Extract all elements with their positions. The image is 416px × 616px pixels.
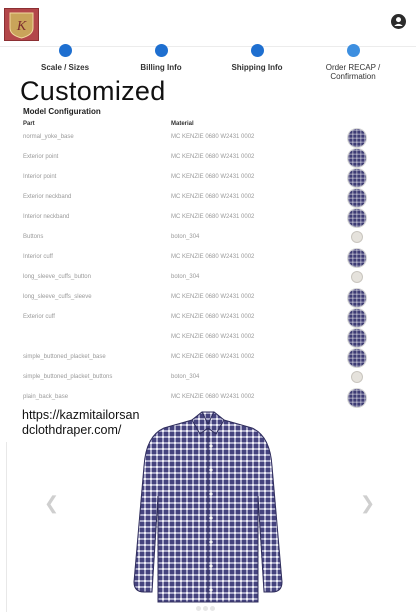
shirt-preview xyxy=(132,406,284,606)
svg-text:K: K xyxy=(16,19,27,34)
material-name: MC KENZIE 0680 W2431 0002 xyxy=(171,314,255,320)
fabric-swatch[interactable] xyxy=(348,149,366,167)
part-name: Interior cuff xyxy=(23,254,53,260)
brand-logo[interactable] xyxy=(4,8,39,41)
step-dot xyxy=(155,44,168,57)
chevron-right-icon[interactable]: ❯ xyxy=(360,493,376,513)
column-header-material: Material xyxy=(171,121,194,127)
fabric-swatch[interactable] xyxy=(348,329,366,347)
part-name: Interior neckband xyxy=(23,214,70,220)
fabric-swatch[interactable] xyxy=(348,129,366,147)
fabric-swatch[interactable] xyxy=(348,169,366,187)
table-row xyxy=(0,388,416,408)
part-name: long_sleeve_cuffs_button xyxy=(23,274,91,280)
material-name: MC KENZIE 0680 W2431 0002 xyxy=(171,154,255,160)
part-name: Interior point xyxy=(23,174,57,180)
material-name: MC KENZIE 0680 W2431 0002 xyxy=(171,134,255,140)
step-order-recap[interactable] xyxy=(303,44,403,81)
table-row xyxy=(0,248,416,268)
fabric-swatch[interactable] xyxy=(348,349,366,367)
step-label: Order RECAP / Confirmation xyxy=(325,63,381,81)
user-icon[interactable] xyxy=(391,14,406,29)
fabric-swatch[interactable] xyxy=(348,209,366,227)
step-shipping-info[interactable] xyxy=(207,44,307,72)
part-name: Exterior neckband xyxy=(23,194,72,200)
table-row xyxy=(0,168,416,188)
fabric-swatch[interactable] xyxy=(348,289,366,307)
part-name: long_sleeve_cuffs_sleeve xyxy=(23,294,92,300)
material-name: MC KENZIE 0680 W2431 0002 xyxy=(171,214,255,220)
fabric-swatch[interactable] xyxy=(348,249,366,267)
chevron-left-icon[interactable]: ❮ xyxy=(44,493,60,513)
table-row xyxy=(0,328,416,348)
fabric-swatch[interactable] xyxy=(348,189,366,207)
material-name: MC KENZIE 0680 W2431 0002 xyxy=(171,354,255,360)
step-label: Billing Info xyxy=(140,63,182,72)
watermark-url: https://kazmitailorsandclothdraper.com/ xyxy=(22,408,140,437)
table-row xyxy=(0,188,416,208)
table-row xyxy=(0,228,416,248)
table-row xyxy=(0,348,416,368)
step-dot xyxy=(347,44,360,57)
column-header-part: Part xyxy=(23,121,35,127)
pager-dot[interactable] xyxy=(210,606,215,611)
table-row xyxy=(0,308,416,328)
step-dot xyxy=(251,44,264,57)
step-dot xyxy=(59,44,72,57)
section-title: Model Configuration xyxy=(23,107,101,116)
button-swatch[interactable] xyxy=(352,232,362,242)
step-label: Shipping Info xyxy=(231,63,283,72)
material-name: MC KENZIE 0680 W2431 0002 xyxy=(171,254,255,260)
step-scale-sizes[interactable] xyxy=(15,44,115,72)
table-row xyxy=(0,368,416,388)
material-name: boton_304 xyxy=(171,374,200,380)
part-name: simple_buttoned_placket_base xyxy=(23,354,106,360)
material-name: boton_304 xyxy=(171,234,200,240)
part-name: Buttons xyxy=(23,234,44,240)
material-name: MC KENZIE 0680 W2431 0002 xyxy=(171,174,255,180)
button-swatch[interactable] xyxy=(352,272,362,282)
table-row xyxy=(0,148,416,168)
carousel-pager xyxy=(196,598,220,606)
pager-dot[interactable] xyxy=(196,606,201,611)
table-row xyxy=(0,208,416,228)
table-row xyxy=(0,128,416,148)
step-label: Scale / Sizes xyxy=(40,63,90,72)
page-title: Customized xyxy=(20,76,166,106)
table-row xyxy=(0,268,416,288)
button-swatch[interactable] xyxy=(352,372,362,382)
material-name: boton_304 xyxy=(171,274,200,280)
header xyxy=(0,0,416,46)
table-row xyxy=(0,288,416,308)
fabric-swatch[interactable] xyxy=(348,309,366,327)
part-name: Exterior cuff xyxy=(23,314,55,320)
pager-dot[interactable] xyxy=(203,606,208,611)
material-name: MC KENZIE 0680 W2431 0002 xyxy=(171,294,255,300)
material-name: MC KENZIE 0680 W2431 0002 xyxy=(171,394,255,400)
viewer-left-edge xyxy=(0,442,7,612)
part-name: Exterior point xyxy=(23,154,59,160)
material-name: MC KENZIE 0680 W2431 0002 xyxy=(171,334,255,340)
part-name: simple_buttoned_placket_buttons xyxy=(23,374,113,380)
part-name: normal_yoke_base xyxy=(23,134,74,140)
step-billing-info[interactable] xyxy=(111,44,211,72)
material-name: MC KENZIE 0680 W2431 0002 xyxy=(171,194,255,200)
fabric-swatch[interactable] xyxy=(348,389,366,407)
part-name: plain_back_base xyxy=(23,394,69,400)
